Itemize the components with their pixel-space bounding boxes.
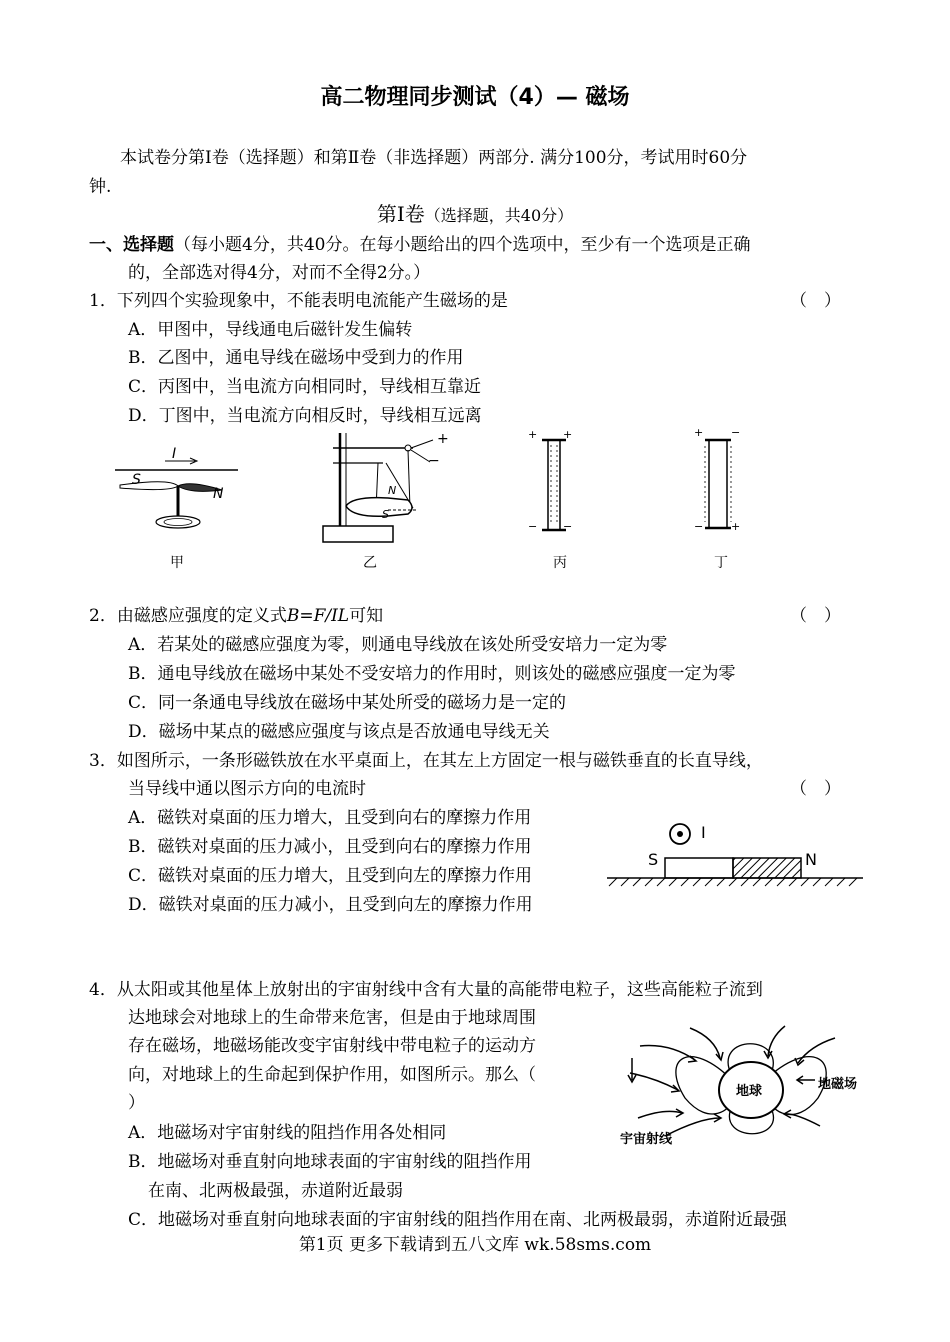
q1-answer-paren: （ ） (790, 291, 841, 311)
q3-stem-2: 当导线中通以图示方向的电流时 (128, 779, 366, 799)
page-footer: 第1页 更多下载请到五八文库 wk.58sms.com (298, 1235, 652, 1255)
fig-caption-bing: 丙 (553, 555, 567, 571)
fig-yi-plus-label: + (437, 431, 449, 447)
q2-stem-prefix: 2．由磁感应强度的定义式 (89, 606, 287, 626)
fig-yi-minus-label: − (428, 453, 440, 469)
figure-jia (110, 440, 245, 540)
fig-ding-plus-right: + (731, 520, 741, 533)
q4-stem-4: 向，对地球上的生命起到保护作用，如图所示。那么（ (128, 1065, 536, 1085)
q1-option-a: A．甲图中，导线通电后磁针发生偏转 (128, 320, 413, 340)
q1-option-b: B．乙图中，通电导线在磁场中受到力的作用 (128, 348, 464, 368)
fig-q4-earth-label: 地球 (736, 1084, 763, 1099)
q2-stem-suffix: 可知 (349, 606, 384, 626)
part-heading-line (89, 230, 750, 255)
fig-bing-plus-left: + (528, 428, 538, 441)
fig-caption-ding: 丁 (714, 555, 728, 571)
fig-bing-minus-right: − (563, 520, 573, 533)
part-heading: 一、选择题 (89, 235, 174, 255)
part-desc-2: 的，全部选对得4分，对而不全得2分。） (128, 263, 431, 283)
fig-caption-jia: 甲 (170, 555, 184, 571)
fig-ding-minus-left: − (694, 520, 704, 533)
fig-q3-current-label: I (701, 823, 706, 842)
q3-option-b: B．磁铁对桌面的压力减小，且受到向右的摩擦力作用 (128, 837, 532, 857)
fig-jia-north-label: N (213, 486, 224, 502)
q3-stem-1: 3．如图所示，一条形磁铁放在水平桌面上，在其左上方固定一根与磁铁垂直的长直导线， (89, 751, 763, 771)
figure-bing (530, 430, 580, 540)
section-subtitle: （选择题，共40分） (424, 206, 574, 225)
q1-stem: 1．下列四个实验现象中，不能表明电流能产生磁场的是 (89, 291, 508, 311)
q4-option-b-2: 在南、北两极最强，赤道附近最弱 (148, 1181, 403, 1201)
page-title: 高二物理同步测试（4）— 磁场 (320, 85, 630, 110)
fig-q4-rays-label: 宇宙射线 (620, 1132, 673, 1147)
q4-stem-1: 4．从太阳或其他星体上放射出的宇宙射线中含有大量的高能带电粒子，这些高能粒子流到 (89, 980, 763, 1000)
q4-stem-3: 存在磁场，地磁场能改变宇宙射线中带电粒子的运动方 (128, 1036, 536, 1056)
fig-ding-plus-left: + (694, 426, 704, 439)
q3-answer-paren: （ ） (790, 779, 841, 799)
q2-formula: B=F/IL (286, 606, 350, 626)
q2-option-a: A．若某处的磁感应强度为零，则通电导线放在该处所受安培力一定为零 (128, 635, 668, 655)
q3-option-a: A．磁铁对桌面的压力增大，且受到向右的摩擦力作用 (128, 808, 532, 828)
section-name: 第Ⅰ卷 (376, 202, 425, 226)
intro-line-1: 本试卷分第Ⅰ卷（选择题）和第Ⅱ卷（非选择题）两部分. 满分100分，考试用时60分 (120, 148, 748, 168)
q2-answer-paren: （ ） (790, 606, 841, 626)
fig-q3-north-label: N (805, 850, 817, 869)
part-desc-1: （每小题4分，共40分。在每小题给出的四个选项中，至少有一个选项是正确 (174, 235, 751, 255)
fig-bing-minus-left: − (528, 520, 538, 533)
q1-option-d: D．丁图中，当电流方向相反时，导线相互远离 (128, 406, 482, 426)
fig-jia-south-label: S (132, 472, 141, 488)
q4-option-b-1: B．地磁场对垂直射向地球表面的宇宙射线的阻挡作用 (128, 1152, 532, 1172)
fig-yi-north-label: N (388, 484, 397, 497)
fig-q4-field-label: 地磁场 (818, 1077, 858, 1092)
fig-caption-yi: 乙 (363, 555, 377, 571)
q3-option-c: C．磁铁对桌面的压力增大，且受到向左的摩擦力作用 (128, 866, 533, 886)
q2-stem (89, 601, 383, 626)
q4-stem-5: ） (128, 1093, 145, 1113)
fig-jia-current-label: I (172, 446, 177, 462)
q2-option-d: D．磁场中某点的磁感应强度与该点是否放通电导线无关 (128, 722, 550, 742)
fig-q3-south-label: S (648, 850, 659, 869)
fig-yi-south-label: S (382, 508, 389, 521)
q4-option-a: A．地磁场对宇宙射线的阻挡作用各处相同 (128, 1123, 447, 1143)
fig-bing-plus-right: + (563, 428, 573, 441)
q2-option-b: B．通电导线放在磁场中某处不受安培力的作用时，则该处的磁感应强度一定为零 (128, 664, 736, 684)
q4-stem-2: 达地球会对地球上的生命带来危害，但是由于地球周围 (128, 1008, 536, 1028)
fig-ding-minus-right: − (731, 426, 741, 439)
q4-option-c: C．地磁场对垂直射向地球表面的宇宙射线的阻挡作用在南、北两极最弱，赤道附近最强 (128, 1210, 788, 1230)
q2-option-c: C．同一条通电导线放在磁场中某处所受的磁场力是一定的 (128, 693, 567, 713)
intro-line-2: 钟. (89, 177, 112, 197)
q1-option-c: C．丙图中，当电流方向相同时，导线相互靠近 (128, 377, 482, 397)
section-title (0, 198, 950, 227)
q3-option-d: D．磁铁对桌面的压力减小，且受到向左的摩擦力作用 (128, 895, 533, 915)
figure-q3-magnet (605, 818, 865, 893)
